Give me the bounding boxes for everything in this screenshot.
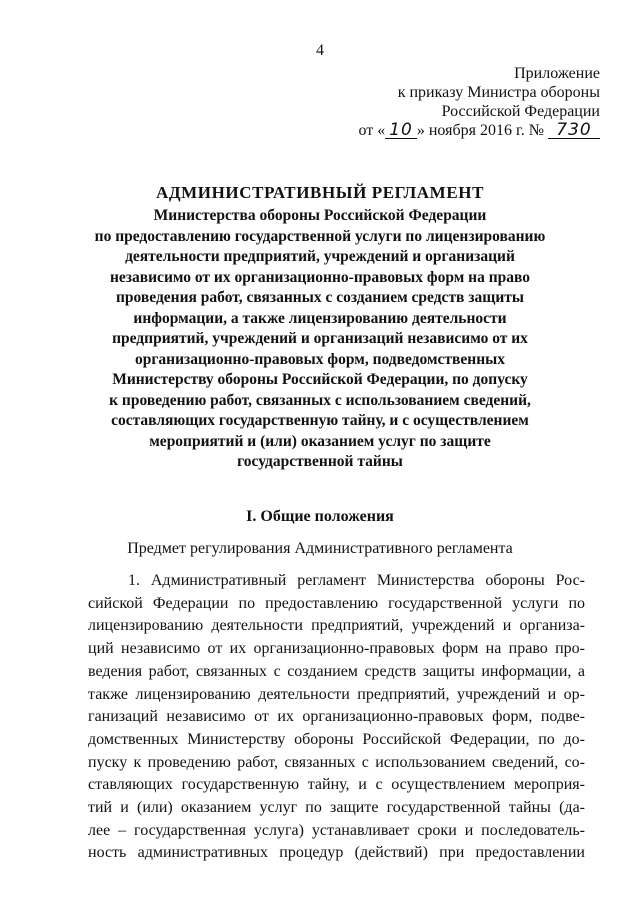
subtitle-line: составляющих государственную тайну, и с осуществлением [111, 412, 529, 429]
paragraph-line: также лицензированию деятельности предприятий, учреждений и ор- [88, 685, 585, 703]
appendix-order-reference: к приказу Министра обороны [397, 84, 600, 101]
subtitle-line: организационно-правовых форм, подведомственных [134, 350, 505, 368]
appendix-block [300, 64, 600, 140]
paragraph-line: ность административных процедур (действий) при предоставлении [88, 844, 585, 862]
subtitle-line: мероприятий и (или) оказанием услуг по защите [149, 432, 491, 450]
section-heading: I. Общие положения [246, 508, 394, 525]
subtitle-line: независимо от их организационно-правовых форм на право [109, 268, 531, 286]
body-paragraph [88, 570, 585, 865]
paragraph-line: ганизаций независимо от их организационно-правовых форм, подве- [88, 708, 585, 726]
handwritten-order-number: 730 [548, 122, 600, 139]
title-block [60, 182, 580, 473]
paragraph-line: лицензированию деятельности предприятий, учреждений и организа- [88, 617, 585, 635]
subject-heading: Предмет регулирования Административного регламента [127, 540, 513, 557]
paragraph-line: ций независимо от их организационно-правовых форм на право про- [88, 640, 585, 658]
subtitle-line: к проведению работ, связанных с использованием сведений, [109, 391, 531, 409]
document-title: АДМИНИСТРАТИВНЫЙ РЕГЛАМЕНТ [155, 183, 485, 202]
paragraph-line: домственных Министерству обороны Российской Федерации, по до- [88, 730, 585, 748]
subtitle-line: предприятий, учреждений и организаций независимо от их [112, 330, 528, 347]
paragraph-line: ведения работ, связанных с созданием средств защиты информации, а [88, 662, 585, 680]
paragraph-line: ставляющих государственную тайну, и с осуществлением мероприя- [88, 776, 585, 794]
subtitle-line: по предоставлению государственной услуги по лицензированию [94, 227, 546, 245]
handwritten-day: 10 [385, 122, 417, 139]
subtitle-line: проведения работ, связанных с созданием средств защиты [115, 289, 525, 306]
subtitle-line: деятельности предприятий, учреждений и организаций [125, 248, 515, 265]
subtitle-line: информации, а также лицензированию деятельности [133, 309, 507, 327]
paragraph-line: 1. Административный регламент Министерства обороны Рос- [128, 572, 585, 589]
appendix-date-line [300, 121, 600, 140]
appendix-label: Приложение [514, 65, 600, 82]
paragraph-line: сийской Федерации по предоставлению государственной услуги по [88, 594, 585, 612]
page-number: 4 [316, 42, 324, 59]
subtitle-line: Министерства обороны Российской Федерации [153, 207, 487, 224]
date-middle: » ноября 2016 г. № [416, 122, 544, 139]
appendix-country: Российской Федерации [441, 103, 600, 120]
paragraph-line: тий и (или) оказанием услуг по защите государственной тайны (да- [88, 799, 585, 817]
date-prefix: от « [358, 122, 386, 139]
subtitle-line: государственной тайны [237, 453, 403, 470]
subtitle-line: Министерству обороны Российской Федерации, по допуску [112, 371, 528, 388]
paragraph-line: лее – государственная услуга) устанавливает сроки и последователь- [88, 821, 585, 839]
document-subtitle [60, 206, 580, 473]
paragraph-line: пуску к проведению работ, связанных с использованием сведений, со- [88, 753, 585, 771]
